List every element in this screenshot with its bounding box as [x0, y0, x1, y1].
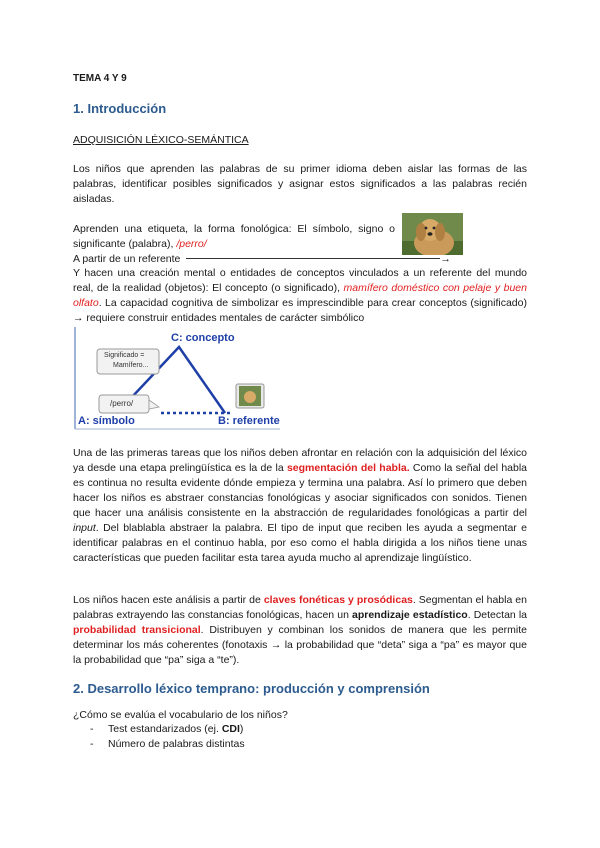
statistical-learning-bold: aprendizaje estadístico — [352, 609, 468, 621]
segmentation-highlight: segmentación del habla. — [286, 462, 410, 474]
list-item: - Número de palabras distintas — [86, 737, 245, 752]
perro-box-label: /perro/ — [110, 399, 134, 408]
phonetic-cues-highlight: claves fonéticas y prosódicas — [263, 594, 413, 606]
section-2-heading: 2. Desarrollo léxico temprano: producción y comprensión — [73, 681, 430, 696]
statistical-learning-paragraph: Los niños hacen este análisis a partir de claves fonéticas y prosódicas. Segmentan el habla en palabras extrayendo las constancias fonológicas, hacen un aprendizaje estadístico. Detectan la probabilidad transicional. Distribuyen y combinan los sonidos de manera que les permite determinar los más coherentes (fonotaxis → la probabilidad que “deta” siga a “pa” es mayor que la probabilidad que “pa” siga a “te”). — [73, 594, 527, 666]
long-arrow-line — [186, 258, 440, 259]
evaluation-list — [86, 722, 245, 752]
concept-definition: mamífero doméstico con pelaje y buen olfato — [73, 282, 527, 309]
simbolo-label: A: símbolo — [78, 415, 135, 427]
arrow-icon: → — [440, 253, 451, 265]
significado-box-line-2: Mamífero... — [113, 362, 149, 369]
perro-symbol: /perro/ — [176, 238, 207, 250]
dog-photo — [402, 213, 463, 255]
vocabulary-question: ¿Cómo se evalúa el vocabulario de los niños? — [73, 709, 288, 721]
concept-paragraph: Y hacen una creación mental o entidades de conceptos vinculados a un referente del mundo real, de la realidad (objetos): El concepto (o significado), mamífero doméstico con pelaje y buen olfato. La capacidad cognitiva de simbolizar es imprescindible para crear conceptos (significado) → requiere construir entidades mentales de carácter simbólico — [73, 267, 527, 324]
topic-label: TEMA 4 Y 9 — [73, 73, 127, 84]
semiotic-triangle-diagram — [73, 325, 280, 431]
symbol-paragraph: Aprenden una etiqueta, la forma fonológica: El símbolo, signo o significante (palabra), /perro/ — [73, 223, 395, 250]
transitional-probability-highlight: probabilidad transicional — [73, 624, 201, 636]
concepto-label: C: concepto — [171, 332, 235, 344]
referente-label: B: referente — [218, 415, 280, 427]
referent-line: A partir de un referente → — [73, 253, 451, 265]
segmentation-paragraph: Una de las primeras tareas que los niños deben afrontar en relación con la adquisición del léxico ya desde una etapa prelingüística es la de la segmentación del habla. Como la señal del habla es continua no resulta evidente dónde empieza y termina una palabra. Así lo primero que deben hacer los niños es abstraer constancias fonológicas y asociar significados con sonidos. Tienen que hacer una análisis consistente en la abstracción de regularidades fonológicas a partir del input. Del blablabla abstraer la palabra. El tipo de input que reciben les ayuda a segmentar e identificar palabras en el continuo habla, por eso como el habla dirigida a los niños tiene unas características que pueden facilitar esta tarea ayuda mucho al aprendizaje lingüístico. — [73, 447, 528, 564]
list-item: - Test estandarizados (ej. CDI) — [86, 722, 245, 737]
section-1-heading: 1. Introducción — [73, 101, 167, 116]
subsection-title: ADQUISICIÓN LÉXICO-SEMÁNTICA — [73, 134, 249, 146]
intro-paragraph: Los niños que aprenden las palabras de su primer idioma deben aislar las formas de las palabras, identificar posibles significados y asignar estos significados a las palabras recién aisladas. — [73, 163, 527, 205]
significado-box-line-1: Significado = — [104, 352, 145, 359]
